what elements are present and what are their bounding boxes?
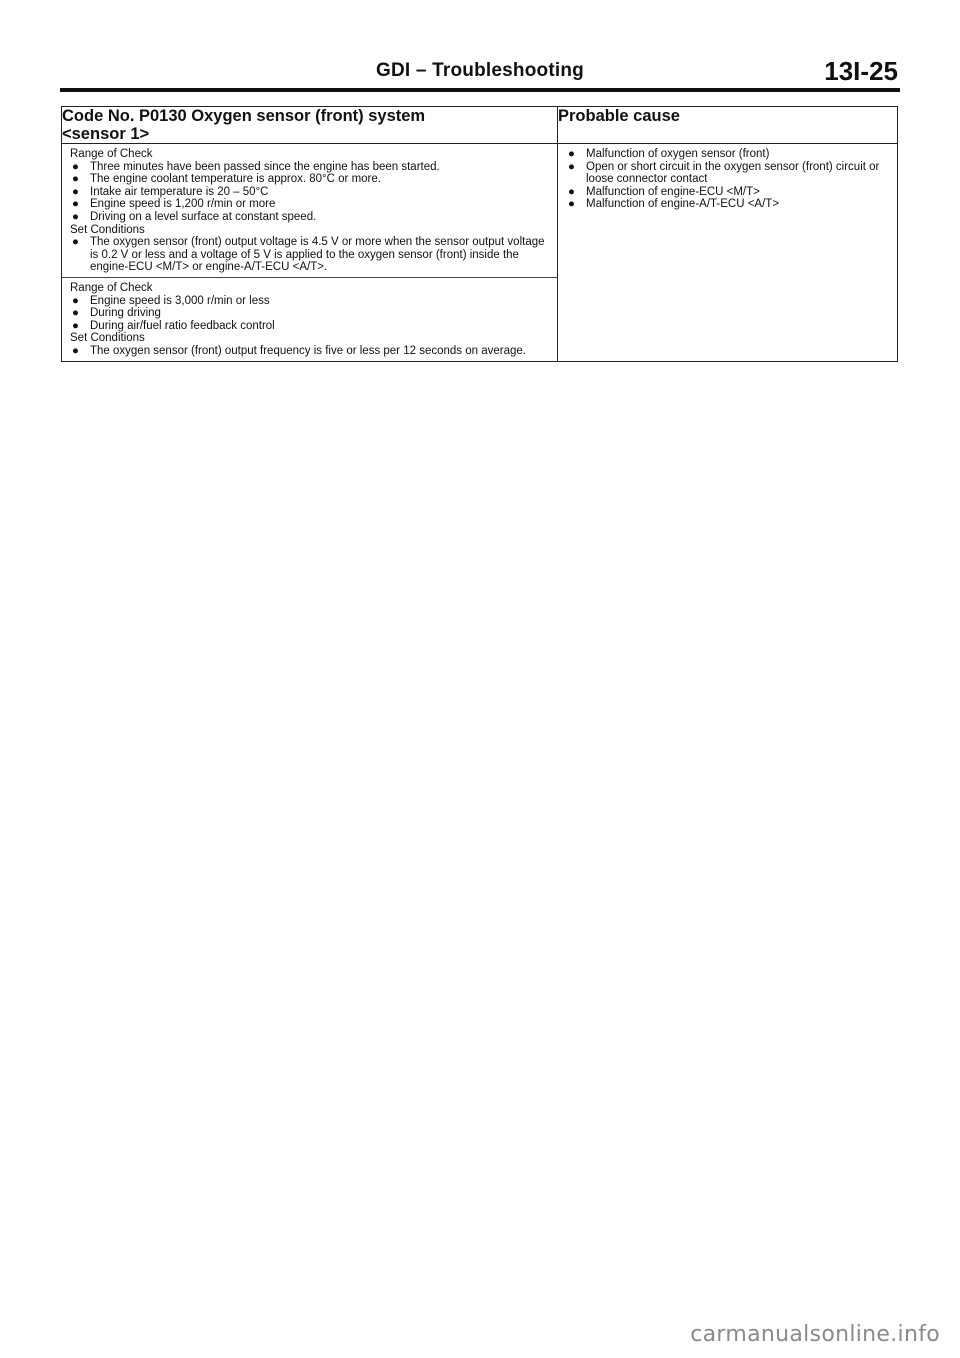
causes-cell — [558, 144, 898, 362]
range-of-check-label: Range of Check — [70, 148, 153, 160]
bullet-icon: ● — [72, 307, 79, 320]
set-list-1 — [70, 236, 549, 274]
bullet-icon: ● — [568, 198, 575, 211]
bullet-item — [70, 161, 549, 174]
bullet-icon: ● — [72, 198, 79, 211]
bullet-icon: ● — [568, 160, 575, 173]
bullet-item — [70, 211, 549, 224]
page-title: GDI – Troubleshooting — [376, 60, 584, 81]
bullet-icon: ● — [72, 319, 79, 332]
page-number: 13I-25 — [824, 56, 898, 86]
bullet-item — [70, 345, 549, 358]
set-conditions-label: Set Conditions — [70, 223, 145, 236]
bullet-item — [70, 173, 549, 186]
code-heading-cell — [62, 107, 558, 144]
set-conditions-label: Set Conditions — [70, 332, 145, 345]
bullet-text: Malfunction of oxygen sensor (front) — [586, 148, 770, 160]
bullet-text: The engine coolant temperature is approx. 80°C or more. — [90, 173, 381, 186]
bullet-text: Engine speed is 3,000 r/min or less — [90, 294, 270, 307]
bullet-icon: ● — [72, 160, 79, 173]
bullet-text: During air/fuel ratio feedback control — [90, 319, 275, 332]
check-block-1 — [62, 144, 557, 277]
range-list-1 — [70, 161, 549, 224]
check-block-2 — [62, 277, 557, 361]
bullet-item — [566, 161, 889, 186]
conditions-cell — [62, 144, 558, 362]
bullet-text: Three minutes have been passed since the engine has been started. — [90, 160, 440, 173]
range-list-2 — [70, 295, 549, 333]
bullet-icon: ● — [568, 148, 575, 160]
bullet-icon: ● — [72, 185, 79, 198]
bullet-item — [70, 295, 549, 308]
bullet-item — [70, 307, 549, 320]
set-list-2 — [70, 345, 549, 358]
bullet-item — [70, 198, 549, 211]
watermark: carmanualsonline.info — [690, 1322, 940, 1347]
bullet-item — [70, 186, 549, 199]
code-heading: Code No. P0130 Oxygen sensor (front) system — [62, 107, 426, 125]
range-of-check-label: Range of Check — [70, 281, 153, 294]
causes-list — [558, 144, 897, 215]
bullet-text: Malfunction of engine-ECU <M/T> — [586, 185, 760, 198]
bullet-item — [566, 186, 889, 199]
diagnostic-table — [61, 106, 898, 362]
bullet-text: Driving on a level surface at constant speed. — [90, 210, 317, 223]
bullet-text: Malfunction of engine-A/T-ECU <A/T> — [586, 198, 780, 211]
bullet-item — [70, 236, 549, 274]
bullet-icon: ● — [72, 294, 79, 307]
page-header — [60, 56, 900, 88]
bullet-icon: ● — [72, 344, 79, 357]
bullet-text: The oxygen sensor (front) output frequency is five or less per 12 seconds on average. — [90, 344, 526, 357]
header-rule — [60, 88, 900, 92]
bullet-icon: ● — [72, 236, 79, 249]
sensor-label: <sensor 1> — [62, 125, 150, 143]
bullet-text: Open or short circuit in the oxygen sensor (front) circuit or loose connector contact — [586, 160, 880, 186]
bullet-text: During driving — [90, 307, 161, 320]
bullet-icon: ● — [568, 185, 575, 198]
bullet-text: Intake air temperature is 20 – 50°C — [90, 185, 269, 198]
bullet-text: Engine speed is 1,200 r/min or more — [90, 198, 276, 211]
bullet-item — [566, 198, 889, 211]
probable-cause-heading: Probable cause — [558, 107, 898, 144]
bullet-icon: ● — [72, 210, 79, 223]
bullet-item — [70, 320, 549, 333]
bullet-item — [566, 148, 889, 161]
bullet-icon: ● — [72, 173, 79, 186]
bullet-text: The oxygen sensor (front) output voltage is 4.5 V or more when the sensor output voltage is 0.2 V or less and a voltage of 5 V is applied to the oxygen sensor (front) inside the engine-ECU <M/T> or engine-A/T-ECU <A/T>. — [90, 236, 545, 274]
